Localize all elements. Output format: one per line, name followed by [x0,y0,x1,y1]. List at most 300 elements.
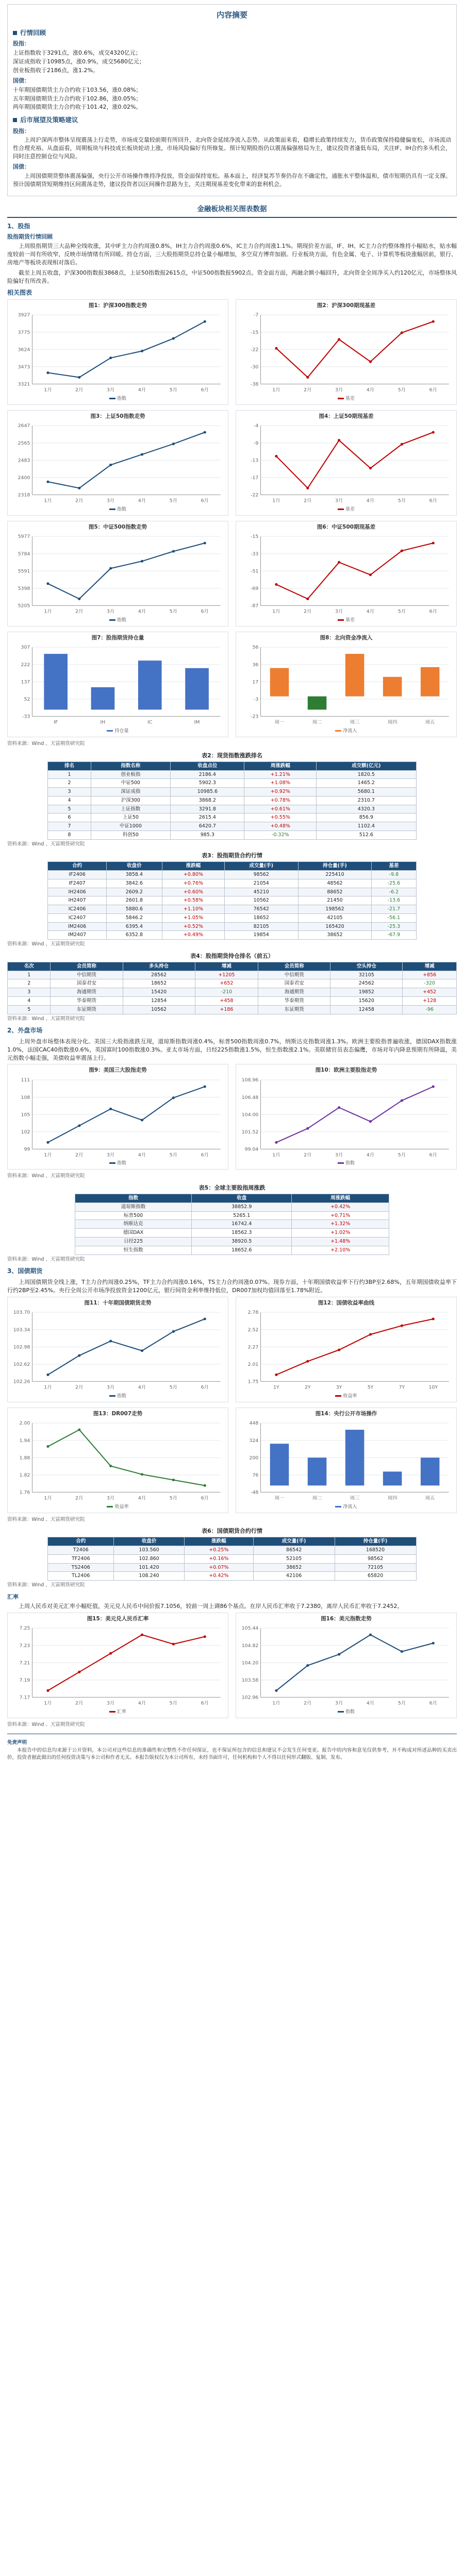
table-cell: 512.6 [317,831,416,839]
table-cell: 4 [48,796,91,805]
y-tick-label: 104.00 [241,1112,259,1117]
x-tick-label: 2月 [75,1495,84,1501]
summary-title: 内容摘要 [216,10,247,20]
table-cell: 深证成指 [91,788,171,796]
table-cell: IH2406 [48,888,106,896]
chart-title: 图13：DR007走势 [93,1410,143,1417]
chart-legend: 指数 [239,1709,453,1716]
x-tick-label: 6月 [429,387,437,393]
y-tick-label: 104.20 [241,1660,259,1666]
chart-15 [7,1613,228,1718]
table-cell: 5846.2 [106,913,162,922]
x-tick-label: 3月 [335,608,343,615]
x-tick-label: 5月 [169,498,178,504]
table-cell: 28562 [123,971,195,979]
x-tick-label: 2月 [304,608,312,615]
chart-5 [7,521,228,626]
chart-svg [11,532,225,616]
x-tick-label: 5月 [169,1700,178,1706]
y-tick-label: 105 [21,1112,30,1117]
table-cell: +452 [403,988,457,997]
y-tick-label: 2483 [18,457,30,464]
x-tick-label: IH [100,719,106,725]
y-tick-label: 1.82 [19,1472,30,1478]
x-tick-label: 4月 [138,1700,146,1706]
table-cell: IF2406 [48,871,106,879]
data-point [141,350,143,352]
table-cell: 5 [48,805,91,814]
x-tick-label: 5月 [397,1700,406,1706]
x-tick-label: 10Y [428,1384,438,1391]
table-cell: 168520 [335,1546,416,1555]
table-cell: 38652 [298,931,372,940]
bar [138,660,162,709]
stock-sub-title: 股指期货行情回顾 [7,233,53,241]
table-cell: -320 [403,979,457,988]
y-tick-label: -33 [22,714,30,720]
table-cell: 52105 [253,1554,335,1563]
chart-title: 图5：中证500指数走势 [88,524,147,531]
data-point [369,361,372,363]
x-tick-label: 1月 [272,498,280,504]
table-cell: +0.58% [162,896,225,905]
table-cell: 19854 [224,931,298,940]
data-point [109,1108,112,1110]
data-point [275,1141,277,1144]
table-cell: 1102.4 [317,822,416,831]
table5 [75,1194,389,1255]
data-point [275,1374,277,1376]
x-tick-label: 5月 [169,1384,178,1391]
chart-legend: 持仓量 [11,728,225,735]
table-row [48,831,416,839]
data-point [338,561,340,564]
x-tick-label: 2月 [75,387,84,393]
table-row [48,913,416,922]
data-point [141,1118,143,1121]
data-point [306,376,309,379]
x-tick-label: 3Y [336,1384,342,1391]
x-tick-label: 3月 [335,1152,343,1158]
data-point [109,1340,112,1342]
x-tick-label: 1月 [44,1700,52,1706]
x-tick-label: 2月 [304,1152,312,1158]
y-tick-label: 76 [252,1472,259,1478]
table4-caption: 表4：股指期货持仓排名（前五） [190,952,274,959]
table-cell: +1.32% [292,1220,389,1229]
y-tick-label: -23 [251,714,259,720]
y-tick-label: 1.88 [19,1455,30,1461]
finance-band-title: 金融板块相关图表数据 [7,201,457,218]
table-cell: +0.42% [185,1572,254,1581]
table-cell: 1465.2 [317,779,416,788]
x-tick-label: 1月 [272,608,280,615]
data-point [172,1479,175,1481]
table-cell: 4 [8,996,51,1005]
y-tick-label: -15 [251,534,259,540]
data-point [204,542,206,545]
summary-box [7,4,457,196]
data-point [46,1374,49,1376]
table-cell: 创业板指 [91,770,171,779]
data-point [46,371,49,374]
data-point [204,431,206,434]
x-tick-label: 3月 [107,387,115,393]
table-header-cell: 增减 [403,962,457,971]
bar [383,1471,402,1485]
data-point [275,455,277,457]
data-point [78,487,80,489]
table-cell: 国泰君安 [51,979,123,988]
bar [270,1444,289,1485]
table-cell: 856.9 [317,814,416,822]
review-stock-line: 创业板指收于2186点，涨1.2%。 [13,66,98,74]
chart-title: 图10：欧洲主要股指走势 [315,1067,377,1074]
x-tick-label: IF [54,719,58,725]
data-point [369,1333,372,1335]
section-marker-icon [13,31,17,35]
y-tick-label: 1.75 [247,1379,259,1385]
chart-svg [11,1076,225,1160]
overseas-section-title: 2、外盘市场 [7,1027,43,1035]
x-tick-label: 4月 [138,1152,146,1158]
y-tick-label: 99.04 [244,1146,259,1153]
table-cell: -25.6 [372,879,416,888]
chart-svg [11,1419,225,1503]
chart-title: 图6：中证500期现基差 [317,524,376,531]
chart-svg [11,421,225,505]
x-tick-label: 4月 [138,498,146,504]
table-header-cell: 涨跌幅 [162,862,225,871]
chart-svg [11,1308,225,1392]
table-cell: +0.52% [162,922,225,931]
data-point [306,1127,309,1129]
table-cell: 科创50 [91,831,171,839]
table-cell: 5902.3 [171,779,244,788]
data-point [275,347,277,350]
x-tick-label: 4月 [366,608,375,615]
x-tick-label: 周二 [312,719,322,725]
data-point [401,1650,403,1653]
table-cell: 21450 [298,896,372,905]
table-cell: +1.10% [162,905,225,914]
table-cell: 65820 [335,1572,416,1581]
y-tick-label: 3624 [18,347,30,353]
y-tick-label: -33 [251,551,259,557]
review-stock-label: 股指： [13,40,30,47]
table-header-row [8,962,457,971]
table-cell: -56.1 [372,913,416,922]
table-cell: -96 [403,1005,457,1014]
data-point [204,1317,206,1320]
table-cell: 日经225 [75,1238,192,1246]
table-cell: +0.76% [162,879,225,888]
chart-12 [236,1297,457,1402]
data-point [78,376,80,379]
table-cell: 3 [48,788,91,796]
table-cell: 102.860 [114,1554,185,1563]
y-tick-label: 3473 [18,364,30,370]
fx-text: 上周人民币对美元汇率小幅贬值，美元兑人民币中间价报7.1056，较前一周上调86个基点。在岸人民币汇率收于7.2380，离岸人民币汇率收于7.2452。 [19,1602,403,1609]
chart-13 [7,1408,228,1513]
table-cell: 上证指数 [91,805,171,814]
y-tick-label: -3 [254,697,259,703]
table-cell: -13.6 [372,896,416,905]
table-cell: 2615.4 [171,814,244,822]
outlook-stock-text: 上周沪深两市整体呈现震荡上行走势，市场成交量较前期有所回升，北向资金延续净流入态势。从政策面来看，稳增长政策持续发力，货币政策保持稳健偏宽松，市场流动性合理充裕。从盘面看，周期板块与科技成长板块轮动上涨，市场风险偏好有所修复。预计短期股指仍以震荡偏强格局为主，建议投资者逢低布局，关注IF、IH合约多头机会，同时注意控制仓位与风险。 [13,137,451,160]
table-row [48,931,416,940]
data-point [78,598,80,600]
x-tick-label: 3月 [107,1700,115,1706]
review-treasury-label: 国债： [13,77,30,84]
chart-svg [239,1076,453,1160]
table-header-cell: 持仓量(手) [298,862,372,871]
table-cell: +0.92% [244,788,317,796]
table-cell: 18652 [224,913,298,922]
data-point [172,550,175,553]
data-point [78,1354,80,1357]
x-tick-label: 6月 [201,1495,209,1501]
y-tick-label: 108.96 [241,1077,259,1083]
review-treasury-line: 五年期国债期货主力合约收于102.86，涨0.05%； [13,95,142,102]
chart-3 [7,410,228,516]
table6 [47,1537,416,1581]
table-cell: +0.25% [185,1546,254,1555]
table-row [75,1220,389,1229]
data-point [109,1652,112,1655]
y-tick-label: 101.52 [241,1129,259,1135]
x-tick-label: 1Y [273,1384,279,1391]
data-point [46,1689,49,1692]
chart-legend: 指数 [11,396,225,402]
chart-svg [239,1308,453,1392]
data-point [401,331,403,334]
table-row [75,1211,389,1220]
x-tick-label: 3月 [335,498,343,504]
chart-8 [236,632,457,737]
table-cell: 38652 [253,1563,335,1572]
x-tick-label: 7Y [399,1384,405,1391]
table-header-row [48,862,416,871]
table-cell: 101.420 [114,1563,185,1572]
x-tick-label: 2月 [75,1152,84,1158]
table-cell: IH2407 [48,896,106,905]
table-row [48,796,416,805]
outlook-stock-label: 股指： [13,127,30,134]
x-tick-label: 2月 [75,608,84,615]
table-header-cell: 会员简称 [258,962,330,971]
section-marker-icon [13,118,17,122]
table-cell: 10985.6 [171,788,244,796]
table-cell: 1 [48,770,91,779]
fx-title: 汇率 [7,1593,19,1600]
table-cell: +0.49% [162,931,225,940]
table-cell: +0.42% [292,1202,389,1211]
data-point [141,1349,143,1352]
data-point [338,1348,340,1351]
x-tick-label: 6月 [201,608,209,615]
table-row [48,905,416,914]
chart-grid-3 [7,1297,457,1513]
table-cell: +0.48% [244,822,317,831]
table4 [7,962,457,1014]
chart-title: 图3：上证50指数走势 [90,413,145,420]
table-cell: 10562 [224,896,298,905]
x-tick-label: 6月 [429,498,437,504]
table-cell: 103.560 [114,1546,185,1555]
table-cell: 5680.1 [317,788,416,796]
table-cell: 2609.2 [106,888,162,896]
table-cell: 1 [8,971,51,979]
stock-section-title: 1、股指 [7,222,30,230]
x-tick-label: 3月 [335,387,343,393]
data-point [109,464,112,466]
data-point [172,443,175,445]
bar [421,667,440,697]
table-cell: 华泰期货 [51,996,123,1005]
x-tick-label: 周三 [350,1495,360,1501]
disclaimer-text: 本报告中的信息均来源于公开资料，本公司对这些信息的准确性和完整性不作任何保证，也不保证所包含的信息和建议不会发生任何变更。报告中的内容和意见仅供参考，并不构成对所述品种的买卖出价，投资者据此做出的任何投资决策与本公司和作者无关。本报告版权仅为本公司所有，未经书面许可，任何机构和个人不得以任何形式翻版、复制、发布。 [7,1748,457,1761]
table-cell: 海通期货 [258,988,330,997]
x-tick-label: 2月 [75,1384,84,1391]
x-tick-label: 1月 [44,1495,52,1501]
table-cell: 98562 [224,871,298,879]
data-point [432,320,435,323]
x-tick-label: 周四 [387,1495,397,1501]
chart-legend: 指数 [11,1160,225,1167]
table-cell: 2 [48,779,91,788]
table-cell: 38920.5 [192,1238,292,1246]
x-tick-label: 6月 [429,608,437,615]
data-point [78,1671,80,1673]
data-point [204,1635,206,1638]
bar [345,1430,364,1485]
table-cell: 1820.5 [317,770,416,779]
data-point [338,439,340,442]
table-cell: 21054 [224,879,298,888]
table-cell: 3868.2 [171,796,244,805]
data-point [46,1445,49,1448]
chart-svg [239,1624,453,1708]
chart-title: 图14：央行公开市场操作 [315,1410,377,1417]
chart-svg [239,643,453,727]
table-row [48,770,416,779]
y-tick-label: -15 [251,330,259,335]
data-point [141,560,143,563]
data-point [432,431,435,434]
bar [345,654,364,696]
chart-legend: 基差 [239,396,453,402]
x-tick-label: 6月 [429,1152,437,1158]
table-cell: 48562 [298,879,372,888]
chart-svg [239,532,453,616]
y-tick-label: 106.48 [241,1094,259,1100]
y-tick-label: 5977 [18,534,30,540]
table2-caption: 表2：现货指数涨跌排名 [202,752,262,759]
table-cell: 198562 [298,905,372,914]
y-tick-label: 448 [249,1420,259,1426]
x-tick-label: 2月 [75,1700,84,1706]
chart-grid-1 [7,299,457,737]
data-point [141,453,143,456]
data-point [306,1360,309,1363]
chart-title: 图15：美元兑人民币汇率 [87,1615,149,1622]
bar [91,687,115,709]
table-cell: 15420 [123,988,195,997]
data-point [369,1120,372,1123]
table-row [75,1246,389,1255]
review-treasury-line: 两年期国债期货主力合约收于101.42，涨0.02%。 [13,104,142,111]
table-cell: 38852.9 [192,1202,292,1211]
table-cell: 东证期货 [51,1005,123,1014]
x-tick-label: 1月 [272,1152,280,1158]
table-cell: 42106 [253,1572,335,1581]
data-point [172,1330,175,1333]
data-point [46,1141,49,1144]
chart-9 [7,1064,228,1170]
table-cell: 42105 [298,913,372,922]
x-tick-label: 1月 [272,387,280,393]
y-tick-label: 200 [249,1455,259,1461]
x-tick-label: 1月 [272,1700,280,1706]
table6-caption: 表6：国债期货合约行情 [202,1528,262,1535]
table-cell: 18652 [123,979,195,988]
table-cell: 82105 [224,922,298,931]
table-cell: 12458 [330,1005,403,1014]
chart-legend: 指数 [11,1393,225,1400]
table-row [48,822,416,831]
table-cell: +0.71% [292,1211,389,1220]
table-header-cell: 收盘 [192,1194,292,1203]
table-cell: 德国DAX [75,1229,192,1238]
y-tick-label: 99 [24,1146,30,1153]
data-point [78,1428,80,1431]
y-tick-label: 103.34 [13,1327,30,1333]
bond-section-title: 3、国债期货 [7,1267,43,1275]
y-tick-label: 2318 [18,492,30,498]
table-cell: 2601.8 [106,896,162,905]
x-tick-label: 3月 [107,1495,115,1501]
outlook-heading: 后市展望及策略建议 [13,115,451,125]
table-cell: -210 [195,988,258,997]
x-tick-label: 4月 [366,1700,375,1706]
y-tick-label: -38 [251,381,259,387]
x-tick-label: 1月 [44,1152,52,1158]
y-tick-label: -87 [251,603,259,609]
table-cell: TF2406 [48,1554,114,1563]
overseas-text: 上周外盘市场整体表现分化。美国三大股指涨跌互现，道琼斯指数周涨0.4%，标普500指数周涨0.7%，纳斯达克指数周涨1.3%。欧洲主要股指普遍收涨，德国DAX指数涨1.0%，法国CAC40指数涨0.6%，英国富时100指数涨0.3%。亚太市场方面，日经225指数涨1.5%，恒生指数涨2.1%。美联储官员表态偏鹰，市场对年内降息预期有所降温，美元指数小幅走强，美债收益率震荡上行。 [7,1038,457,1061]
data-point [172,1643,175,1646]
table-row [75,1238,389,1246]
y-tick-label: -4 [254,423,259,429]
table-cell: 5 [8,1005,51,1014]
chart-svg [239,311,453,395]
table-cell: +1.05% [162,913,225,922]
y-tick-label: 2.00 [19,1420,30,1426]
y-tick-label: 17 [252,679,259,685]
table-cell: 上证50 [91,814,171,822]
table-cell: T2406 [48,1546,114,1555]
table-cell: +128 [403,996,457,1005]
data-point [46,583,49,585]
table-cell: 3842.6 [106,879,162,888]
chart-6 [236,521,457,626]
y-tick-label: 5398 [18,586,30,592]
x-tick-label: 1月 [44,608,52,615]
table-cell: IC2407 [48,913,106,922]
table-row [48,871,416,879]
table-cell: 225410 [298,871,372,879]
